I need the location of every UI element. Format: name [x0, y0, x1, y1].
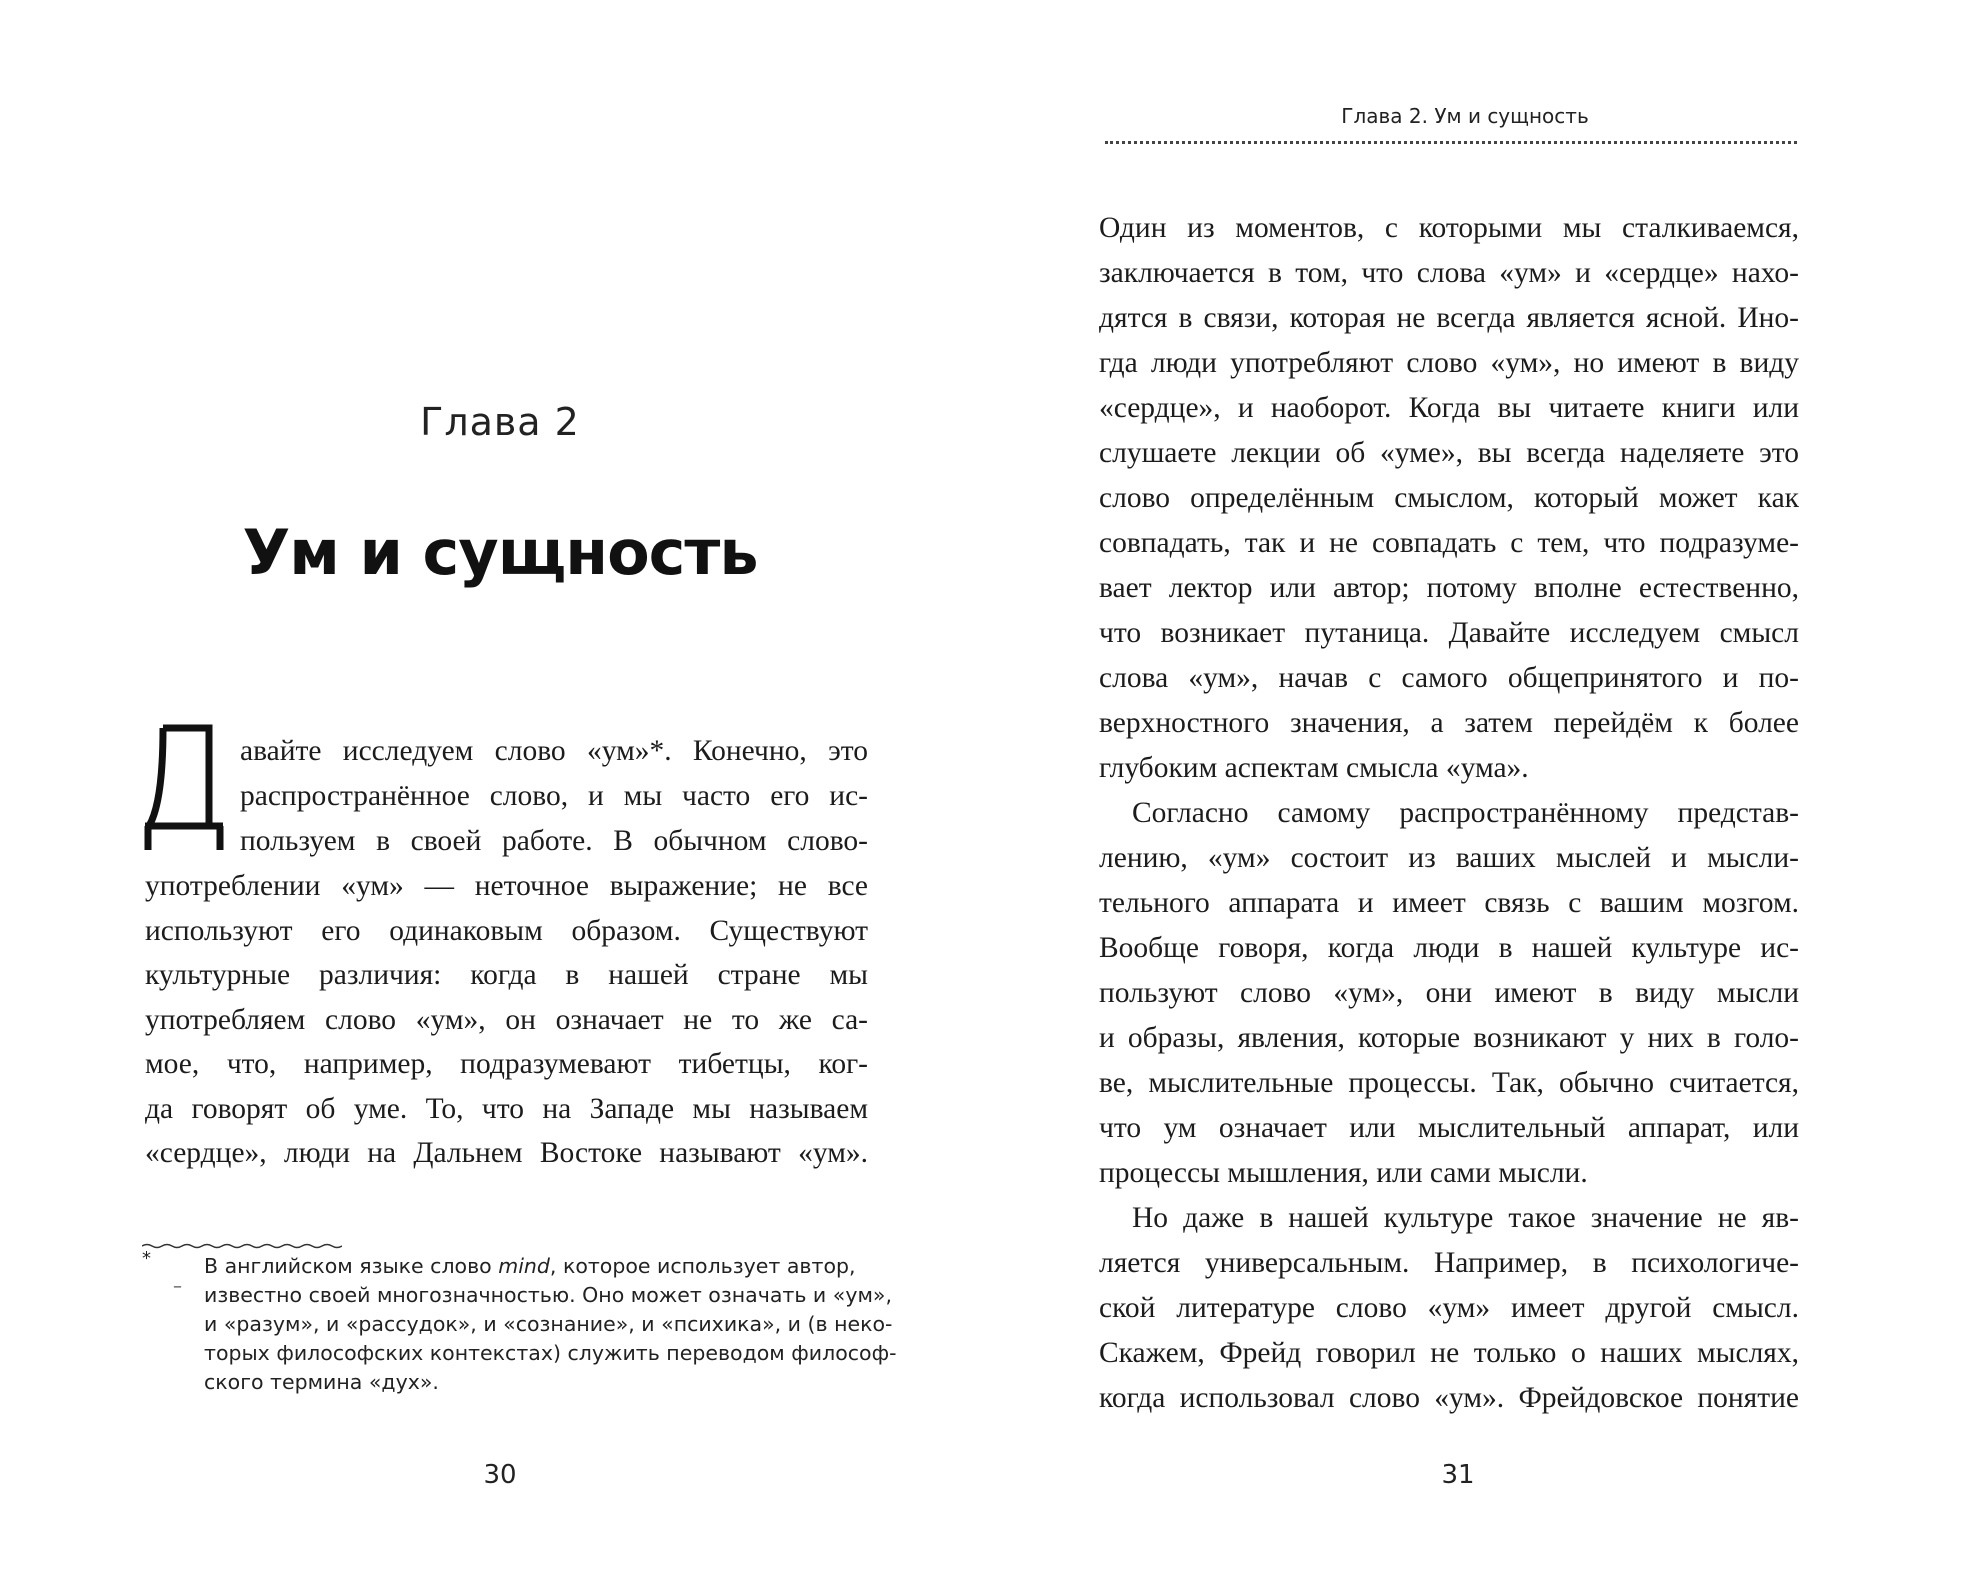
text-line: и образы, явления, которые возникают у них в голо-	[1099, 1022, 1799, 1054]
text-line: верхностного значения, а затем перейдём к более	[1099, 707, 1799, 739]
text-line: слова «ум», начав с самого общепринятого и по-	[1099, 662, 1799, 694]
text-line: тельного аппарата и имеет связь с вашим мозгом.	[1099, 887, 1799, 919]
text-line: дятся в связи, которая не всегда является ясной. Ино-	[1099, 302, 1799, 334]
chapter-label: Глава 2	[420, 400, 580, 444]
text-line: Но даже в нашей культуре такое значение не яв-	[1132, 1202, 1799, 1234]
text-line: ве, мыслительные процессы. Так, обычно считается,	[1099, 1067, 1799, 1099]
text-line: глубоким аспектам смысла «ума».	[1099, 752, 1529, 784]
text-line: Согласно самому распространённому представ-	[1132, 797, 1799, 829]
text-line: пользуют слово «ум», они имеют в виду мысли	[1099, 977, 1799, 1009]
text-line: да говорят об уме. То, что на Западе мы называем	[145, 1093, 868, 1125]
footnote-line: известно своей многозначностью. Оно может означать и «ум»,	[204, 1283, 892, 1307]
footnote-line: В английском языке слово mind, которое использует автор,	[204, 1254, 856, 1278]
text-line: пользуем в своей работе. В обычном слово-	[240, 825, 868, 857]
text-line: Вообще говоря, когда люди в нашей культуре ис-	[1099, 932, 1799, 964]
text-line: употреблении «ум» — неточное выражение; не все	[145, 870, 868, 902]
running-head: Глава 2. Ум и сущность	[1341, 104, 1589, 128]
text-line: слово определённым смыслом, который может как	[1099, 482, 1799, 514]
text-line: лению, «ум» состоит из ваших мыслей и мысли-	[1099, 842, 1799, 874]
text-line: мое, что, например, подразумевают тибетцы, ког-	[145, 1048, 868, 1080]
text-line: «сердце», люди на Дальнем Востоке называют «ум».	[145, 1137, 868, 1169]
text-line: процессы мышления, или сами мысли.	[1099, 1157, 1588, 1189]
footnote-rule	[142, 1243, 342, 1249]
text-line: когда использовал слово «ум». Фрейдовское понятие	[1099, 1382, 1799, 1414]
text-line: Один из моментов, с которыми мы сталкиваемся,	[1099, 212, 1799, 244]
text-line: ляется универсальным. Например, в психологиче-	[1099, 1247, 1799, 1279]
text-line: совпадать, так и не совпадать с тем, что подразуме-	[1099, 527, 1799, 559]
footnote-line: ского термина «дух».	[204, 1370, 439, 1394]
header-rule	[1105, 141, 1797, 144]
text-line: что возникает путаница. Давайте исследуем смысл	[1099, 617, 1799, 649]
text-line: распространённое слово, и мы часто его ис-	[240, 780, 868, 812]
text-line: ской литературе слово «ум» имеет другой смысл.	[1099, 1292, 1799, 1324]
text-line: заключается в том, что слова «ум» и «сердце» нахо-	[1099, 257, 1799, 289]
text-line: «сердце», и наоборот. Когда вы читаете книги или	[1099, 392, 1799, 424]
chapter-title: Ум и сущность	[242, 516, 758, 589]
text-line: Скажем, Фрейд говорил не только о наших мыслях,	[1099, 1337, 1799, 1369]
text-line: слушаете лекции об «уме», вы всегда наделяете это	[1099, 437, 1799, 469]
footnote-line: торых философских контекстах) служить переводом философ-	[204, 1341, 897, 1365]
page-number: 31	[1441, 1460, 1475, 1490]
text-line: культурные различия: когда в нашей стране мы	[145, 959, 868, 991]
text-line: что ум означает или мыслительный аппарат, или	[1099, 1112, 1799, 1144]
footnote-term: mind	[498, 1254, 550, 1278]
text-line: авайте исследуем слово «ум»*. Конечно, это	[240, 735, 868, 767]
footnote-line: и «разум», и «рассудок», и «сознание», и «психика», и (в неко-	[204, 1312, 893, 1336]
dropcap-letter	[143, 722, 225, 852]
text-line: используют его одинаковым образом. Существуют	[145, 915, 868, 947]
page-number: 30	[483, 1460, 517, 1490]
text-line: употребляем слово «ум», он означает не то же са-	[145, 1004, 868, 1036]
text-line: гда люди употребляют слово «ум», но имеют в виду	[1099, 347, 1799, 379]
text-line: вает лектор или автор; потому вполне естественно,	[1099, 572, 1799, 604]
footnote-dash: –	[173, 1276, 182, 1297]
footnote-marker: *	[142, 1248, 151, 1269]
